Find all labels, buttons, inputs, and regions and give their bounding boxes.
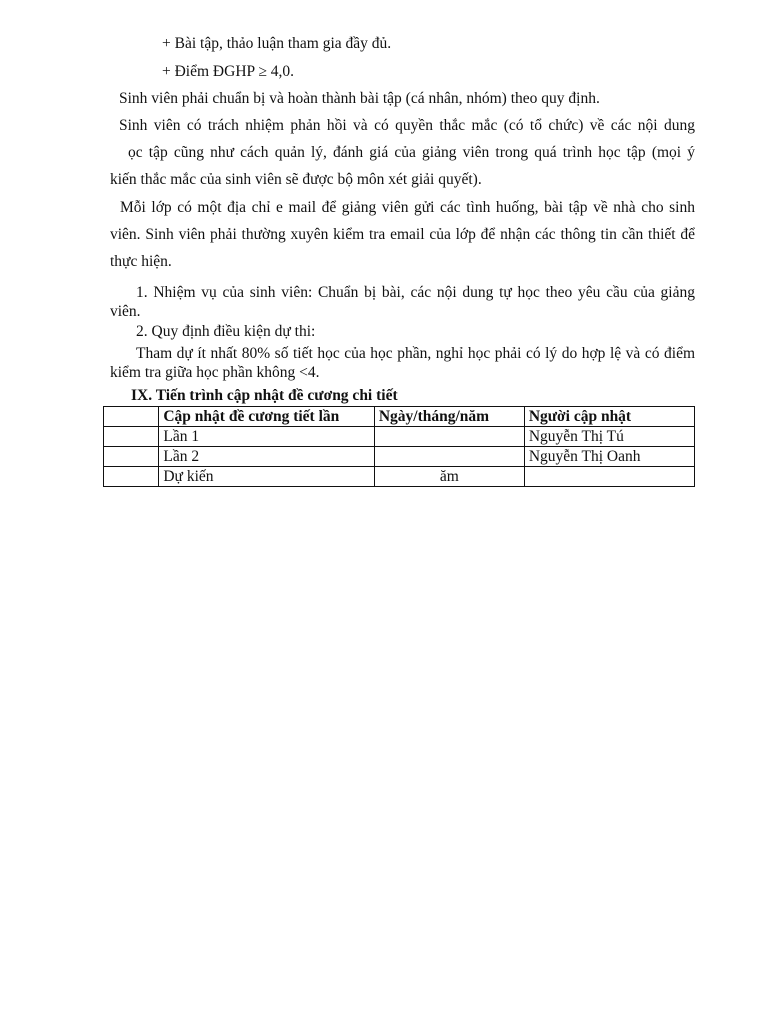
table-cell: Lần 1 <box>159 427 374 447</box>
table-row <box>104 447 695 467</box>
criteria-item-1: + Bài tập, thảo luận tham gia đầy đủ. <box>162 35 392 52</box>
paragraph-feedback-line-3: kiến thắc mắc của sinh viên sẽ được bộ môn xét giải quyết). <box>110 171 482 188</box>
table-cell: Lần 2 <box>159 447 374 467</box>
table-cell <box>524 467 694 487</box>
update-history-table <box>103 406 695 487</box>
table-cell: Nguyễn Thị Oanh <box>524 447 694 467</box>
table-cell <box>104 467 159 487</box>
table-cell: Dự kiến <box>159 467 374 487</box>
paragraph-exercises: Sinh viên phải chuẩn bị và hoàn thành bài tập (cá nhân, nhóm) theo quy định. <box>119 90 600 107</box>
paragraph-student-duties: 1. Nhiệm vụ của sinh viên: Chuẩn bị bài, các nội dung tự học theo yêu cầu của giảng viên. <box>110 284 695 320</box>
table-cell <box>104 427 159 447</box>
table-header-row <box>104 407 695 427</box>
table-header-cell: Người cập nhật <box>524 407 694 427</box>
table-header-cell: Ngày/tháng/năm <box>374 407 524 427</box>
paragraph-exam-conditions-heading: 2. Quy định điều kiện dự thi: <box>136 323 316 340</box>
table-cell: Nguyễn Thị Tú <box>524 427 694 447</box>
table-row <box>104 427 695 447</box>
table-header-cell: Cập nhật đề cương tiết lần <box>159 407 374 427</box>
section-title: IX. Tiến trình cập nhật đề cương chi tiết <box>131 387 398 404</box>
paragraph-exam-conditions: Tham dự ít nhất 80% số tiết học của học phần, nghỉ học phải có lý do hợp lệ và có điểm kiểm tra giữa học phần không <4. <box>110 345 695 381</box>
table-cell <box>374 447 524 467</box>
table-row <box>104 467 695 487</box>
paragraph-feedback-line-2: ọc tập cũng như cách quản lý, đánh giá của giảng viên trong quá trình học tập (mọi ý <box>128 144 695 161</box>
table-cell <box>374 427 524 447</box>
table-header-cell <box>104 407 159 427</box>
paragraph-email: Mỗi lớp có một địa chỉ e mail để giảng viên gửi các tình huống, bài tập về nhà cho sinh viên. Sinh viên phải thường xuyên kiểm tra email của lớp để nhận các thông tin cần thiết để thực hiện. <box>110 199 695 270</box>
table-cell <box>104 447 159 467</box>
paragraph-feedback-line-1: Sinh viên có trách nhiệm phản hồi và có quyền thắc mắc (có tổ chức) về các nội dung <box>119 117 695 134</box>
criteria-item-2: + Điểm ĐGHP ≥ 4,0. <box>162 63 295 80</box>
table-cell: ăm <box>374 467 524 487</box>
